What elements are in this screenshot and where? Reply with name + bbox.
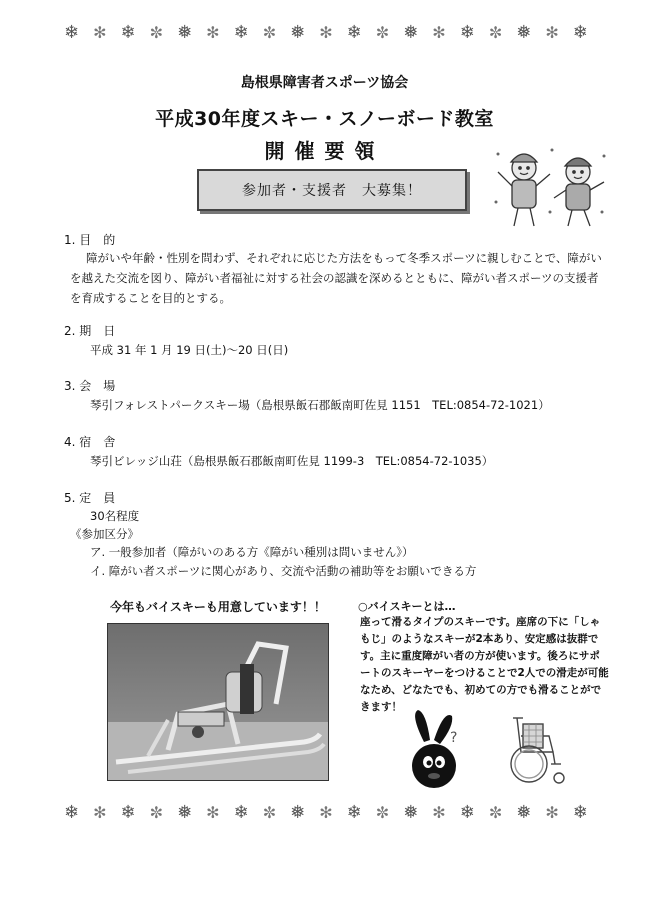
snowflake-icon: ❄ xyxy=(64,802,80,823)
snowflake-icon: ❄ xyxy=(459,802,475,823)
venue-heading: 3. 会 場 xyxy=(64,379,116,393)
snowflake-icon: ✻ xyxy=(545,23,559,42)
snowflake-icon: ❅ xyxy=(177,22,193,43)
snowflake-icon: ❄ xyxy=(120,802,136,823)
lodging-body: 琴引ビレッジ山荘（島根県飯石郡飯南町佐見 1199-3 TEL:0854-72-1035） xyxy=(90,454,494,468)
event-subtitle: 開催要領 xyxy=(264,139,385,163)
rabbit-mascot-illustration xyxy=(404,708,468,794)
organization-name: 島根県障害者スポーツ協会 xyxy=(240,75,409,91)
snowflake-icon: ✼ xyxy=(488,803,503,822)
period-body: 平成 31 年 1 月 19 日(土)～20 日(日) xyxy=(90,343,289,357)
snowflake-icon: ✻ xyxy=(206,23,220,42)
bi-ski-photo xyxy=(107,623,329,781)
snowflake-icon: ✼ xyxy=(375,803,390,822)
snowflake-icon: ✻ xyxy=(93,803,107,822)
snowflake-icon: ✻ xyxy=(432,23,446,42)
snowflake-icon: ❄ xyxy=(233,802,249,823)
category-heading: 《参加区分》 xyxy=(70,527,139,541)
bi-ski-title: ○バイスキーとは… xyxy=(358,600,456,613)
top-snowflake-border xyxy=(64,22,588,44)
svg-text:?: ? xyxy=(450,730,458,746)
bi-ski-description: 座って滑るタイプのスキーです。座席の下に「しゃもじ」のようなスキーが2本あり、安定感は抜群です。主に重度障がい者の方が使います。後ろにサポートのスキーヤーをつけることで2人での滑走が可能なため、どなたでも、初めての方でも滑ることができます！ xyxy=(360,616,609,713)
children-in-snow-illustration xyxy=(492,142,610,234)
snowflake-icon: ✼ xyxy=(149,23,164,42)
snowflake-icon: ❄ xyxy=(572,22,588,43)
snowflake-icon: ❅ xyxy=(403,22,419,43)
snowflake-icon: ✻ xyxy=(319,23,333,42)
snowflake-icon: ✻ xyxy=(206,803,220,822)
bi-ski-promo: 今年もバイスキーも用意しています！！ xyxy=(110,600,326,614)
period-heading: 2. 期 日 xyxy=(64,324,116,338)
purpose-body: 障がいや年齢・性別を問わず、それぞれに応じた方法をもって冬季スポーツに親しむことで、障がいを越えた交流を図り、障がい者福祉に対する社会の認識を深めるとともに、障がい者スポーツの支援者を育成することを目的とする。 xyxy=(70,251,602,305)
capacity-body: 30名程度 xyxy=(90,509,140,523)
bottom-snowflake-border xyxy=(64,802,588,824)
snowflake-icon: ❅ xyxy=(403,802,419,823)
capacity-heading: 5. 定 員 xyxy=(64,491,116,505)
snowflake-icon: ✼ xyxy=(262,23,277,42)
purpose-heading: 1. 目 的 xyxy=(64,233,116,247)
snowflake-icon: ✼ xyxy=(262,803,277,822)
snowflake-icon: ❅ xyxy=(516,802,532,823)
snowflake-icon: ✼ xyxy=(488,23,503,42)
wheelchair-illustration xyxy=(503,712,571,788)
snowflake-icon: ❄ xyxy=(572,802,588,823)
snowflake-icon: ✻ xyxy=(319,803,333,822)
lodging-heading: 4. 宿 舎 xyxy=(64,435,116,449)
category-b: イ. 障がい者スポーツに関心があり、交流や活動の補助等をお願いできる方 xyxy=(90,564,477,578)
snowflake-icon: ❄ xyxy=(346,22,362,43)
snowflake-icon: ❅ xyxy=(290,802,306,823)
snowflake-icon: ✻ xyxy=(545,803,559,822)
venue-body: 琴引フォレストパークスキー場（島根県飯石郡飯南町佐見 1151 TEL:0854-72-1021） xyxy=(90,398,550,412)
snowflake-icon: ❅ xyxy=(516,22,532,43)
recruit-banner xyxy=(197,169,467,211)
snowflake-icon: ❄ xyxy=(64,22,80,43)
category-a: ア. 一般参加者（障がいのある方《障がい種別は問いません》） xyxy=(90,545,414,559)
snowflake-icon: ❄ xyxy=(459,22,475,43)
snowflake-icon: ❅ xyxy=(177,802,193,823)
snowflake-icon: ✼ xyxy=(375,23,390,42)
snowflake-icon: ✻ xyxy=(93,23,107,42)
snowflake-icon: ❄ xyxy=(233,22,249,43)
recruit-text: 参加者・支援者 大募集！ xyxy=(242,183,422,199)
event-title: 平成30年度スキー・スノーボード教室 xyxy=(155,108,494,130)
snowflake-icon: ✻ xyxy=(432,803,446,822)
snowflake-icon: ❄ xyxy=(120,22,136,43)
snowflake-icon: ❅ xyxy=(290,22,306,43)
snowflake-icon: ✼ xyxy=(149,803,164,822)
snowflake-icon: ❄ xyxy=(346,802,362,823)
